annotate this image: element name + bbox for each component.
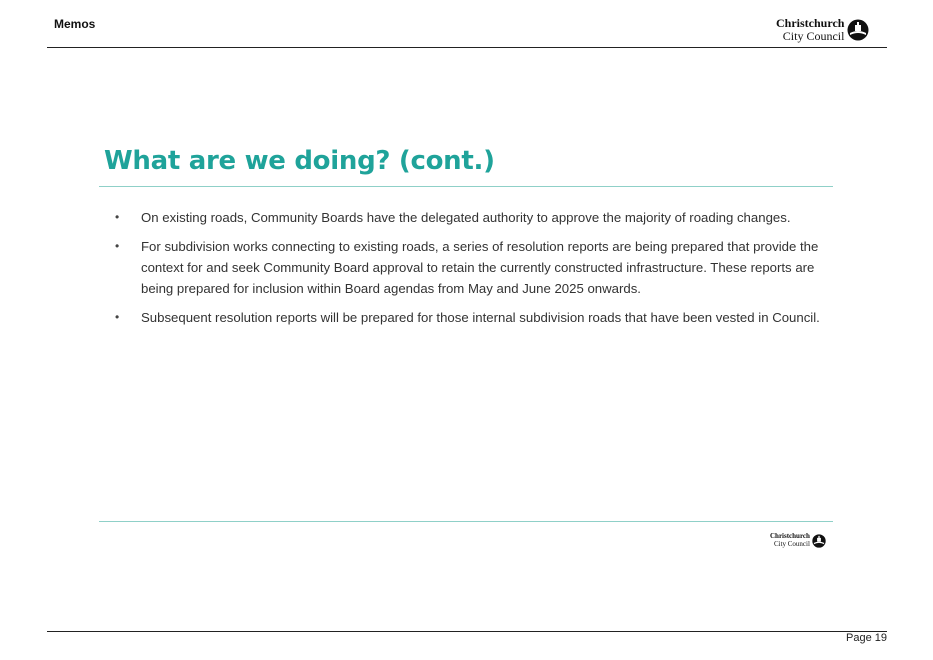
list-item — [113, 307, 833, 328]
slide-footer-logo — [770, 533, 826, 548]
page-number: Page 19 — [846, 632, 887, 644]
bullet-icon: • — [115, 210, 120, 224]
bullet-icon: • — [115, 239, 120, 253]
cathedral-emblem-icon — [812, 534, 826, 548]
title-divider — [99, 186, 833, 187]
logo-line-2: City Council — [773, 540, 810, 548]
header-divider — [47, 47, 887, 48]
bullet-text: On existing roads, Community Boards have the delegated authority to approve the majority of roading changes. — [141, 210, 791, 225]
list-item — [113, 236, 833, 299]
bullet-text: For subdivision works connecting to existing roads, a series of resolution reports are being prepared that provide the context for and seek Community Board approval to retain the currently constructed infrastructure. These reports are being prepared for inclusion within Board agendas from May and June 2025 onwards. — [141, 239, 819, 296]
bullet-icon: • — [115, 310, 120, 324]
section-label: Memos — [54, 17, 96, 31]
council-logo — [776, 17, 869, 42]
slide-footer-divider — [99, 521, 833, 522]
cathedral-emblem-icon — [847, 19, 869, 41]
logo-line-2: City Council — [782, 29, 845, 43]
logo-line-1: Christchurch — [770, 532, 810, 540]
list-item — [113, 207, 833, 228]
bullet-list — [113, 207, 833, 336]
logo-line-1: Christchurch — [776, 16, 845, 30]
page-footer-divider — [47, 631, 887, 632]
bullet-text: Subsequent resolution reports will be prepared for those internal subdivision roads that have been vested in Council. — [141, 310, 820, 325]
slide-title: What are we doing? (cont.) — [104, 146, 495, 176]
